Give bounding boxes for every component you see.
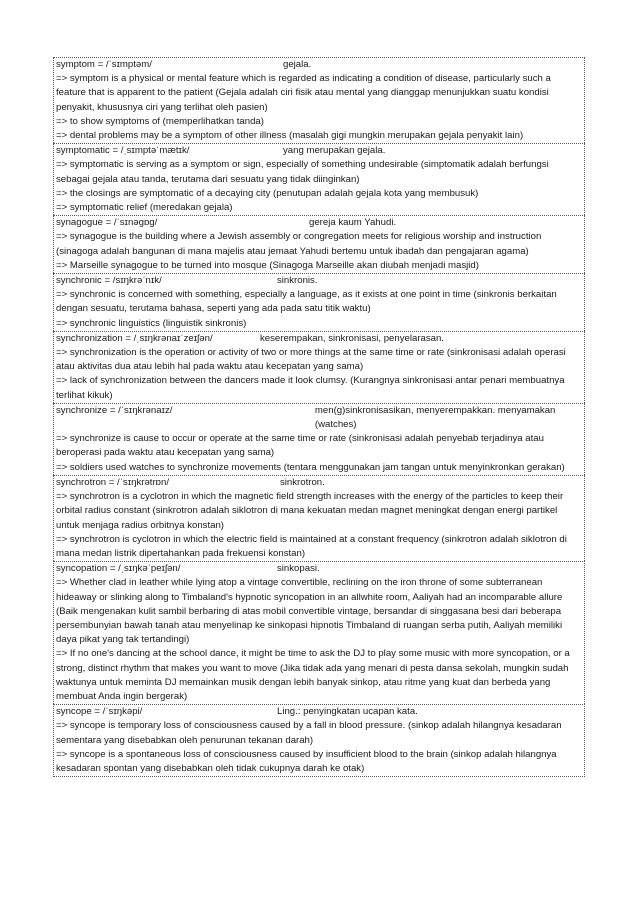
entry-translation: gejala. (283, 59, 312, 70)
entry-translation: keserempakan, sinkronisasi, penyelarasan. (260, 332, 444, 344)
entry-example-line: => symptomatic is serving as a symptom or sign, especially of something undesirable (simptomatik adalah berfungsi sebagai gejala atau tanda, terutama dari sesuatu yang tidak diinginkan) (56, 159, 549, 185)
entry-example-line: => synchronize is cause to occur or operate at the same time or rate (sinkronisasi adalah penyebab terjadinya atau beroperasi pada waktu atau kecepatan yang sama) (56, 433, 544, 459)
entry-example-line: => syncope is a spontaneous loss of consciousness caused by insufficient blood to the brain (sinkop adalah hilangnya kesadaran spontan yang disebabkan oleh tidak cukupnya darah ke otak) (56, 748, 557, 774)
entry-term: syncopation = /ˌsɪŋkəˈpeɪʃən/ (56, 563, 181, 575)
entry-heading (56, 404, 582, 432)
entry-heading (56, 476, 582, 490)
entry-example-line: => If no one's dancing at the school dance, it might be time to ask the DJ to play some music with more syncopation, or a strong, distinct rhythm that makes you want to move (Jika tidak ada yang menari di pesta dansa sekolah, mungkin sudah waktunya untuk meminta DJ memainkan musik dengan lebih banyak sinkop, atau ritme yang kuat dan berbeda yang membuat Anda ingin bergerak) (56, 648, 570, 702)
entry-heading (56, 58, 582, 72)
entry-example-line: => Marseille synagogue to be turned into mosque (Sinagoga Marseille akan diubah menjadi masjid) (56, 259, 479, 271)
entry-heading (56, 274, 582, 288)
entry-translation: men(g)sinkronisasikan, menyerempakkan. menyamakan (watches) (314, 404, 556, 431)
entry-translation: gereja kaum Yahudi. (309, 217, 397, 229)
entry-translation: Ling.: penyingkatan ucapan kata. (277, 706, 418, 718)
entry-term: symptomatic = /ˌsɪmptəˈmætɪk/ (56, 145, 190, 157)
entry-term: syncope = /ˈsɪŋkəpi/ (56, 706, 143, 718)
entry-example-line: => synagogue is the building where a Jewish assembly or congregation meets for religious worship and instruction (sinagoga adalah bangunan di mana majelis atau jemaat Yahudi bertemu untuk ibadah dan pengajaran agama) (56, 231, 542, 257)
glossary-entry (53, 704, 585, 777)
entry-translation: sinkronis. (277, 275, 318, 287)
glossary-entry (53, 143, 585, 215)
entry-term: symptom = /ˈsɪmptəm/ (56, 59, 152, 70)
glossary-entry (53, 561, 585, 704)
entry-example-line: => the closings are symptomatic of a decaying city (penutupan adalah gejala kota yang membusuk) (56, 187, 479, 199)
glossary-entry (53, 273, 585, 331)
entry-heading (56, 705, 582, 719)
entry-heading (56, 216, 582, 230)
glossary-entry (53, 57, 585, 143)
entry-term: synchronize = /ˈsɪŋkrənaɪz/ (56, 404, 173, 416)
entry-translation: yang merupakan gejala. (283, 145, 386, 157)
entry-example-line: => Whether clad in leather while lying atop a vintage convertible, reclining on the iron throne of some subterranean hideaway or slinking along to Timbaland's hypnotic syncopation in an allwhite room, Aaliyah had an incomparable allure (Baik mengenakan kulit sambil berbaring di atas mobil convertible vintage, bersandar di singgasana besi dari beberapa persembunyian bawah tanah atau menyelinap ke sinkopasi hipnotis Timbaland di ruangan serba putih, Aaliyah memiliki daya pikat yang tak tertandingi) (56, 577, 563, 646)
entry-example-line: => synchronic linguistics (linguistik sinkronis) (56, 317, 247, 329)
glossary-entry (53, 331, 585, 403)
entry-term: synagogue = /ˈsɪnəɡɒɡ/ (56, 217, 158, 229)
entry-heading (56, 332, 582, 346)
entry-example-line: => syncope is temporary loss of consciousness caused by a fall in blood pressure. (sinkop adalah hilangnya kesadaran sementara yang disebabkan oleh penurunan tekanan darah) (56, 720, 562, 746)
entry-heading (56, 144, 582, 158)
entry-example-line: => lack of synchronization between the dancers made it look clumsy. (Kurangnya sinkronisasi antar penari membuatnya terlihat kikuk) (56, 375, 565, 401)
entry-example-line: => synchronic is concerned with something, especially a language, as it exists at one point in time (sinkronis berkaitan dengan sesuatu, terutama bahasa, seperti yang ada pada satu titik waktu) (56, 289, 557, 315)
entry-translation: sinkrotron. (280, 476, 325, 488)
entry-example-line: => to show symptoms of (memperlihatkan tanda) (56, 115, 264, 127)
entry-example-line: => soldiers used watches to synchronize movements (tentara menggunakan jam tangan untuk menyinkronkan gerakan) (56, 461, 565, 473)
entry-example-line: => synchrotron is cyclotron in which the electric field is maintained at a constant frequency (sinkrotron adalah siklotron di mana medan listrik dipertahankan pada frekuensi konstan) (56, 533, 567, 559)
entry-translation: sinkopasi. (277, 563, 320, 575)
entry-example-line: => synchrotron is a cyclotron in which the magnetic field strength increases with the energy of the particles to keep their orbital radius constant (sinkrotron adalah siklotron di mana kekuatan medan magnet meningkat dengan energi partikel untuk menjaga radius orbitnya konstan) (56, 491, 564, 531)
glossary-entry (53, 475, 585, 561)
entry-example-line: => symptomatic relief (meredakan gejala) (56, 202, 233, 214)
entry-example-line: => symptom is a physical or mental feature which is regarded as indicating a condition of disease, particularly such a feature that is apparent to the patient (Gejala adalah ciri fisik atau mental yang dianggap menunjukkan suatu kondisi penyakit, khususnya ciri yang terlihat oleh pasien) (56, 73, 551, 113)
entry-heading (56, 562, 582, 576)
entry-example-line: => synchronization is the operation or activity of two or more things at the same time or rate (sinkronisasi adalah operasi atau aktivitas dua atau lebih hal pada waktu atau kecepatan yang sama) (56, 347, 566, 373)
entry-term: synchronization = /ˌsɪŋkrənaɪˈzeɪʃən/ (56, 332, 213, 344)
entry-term: synchronic = /sɪŋkrəˈnɪk/ (56, 275, 162, 287)
entry-example-line: => dental problems may be a symptom of other illness (masalah gigi mungkin merupakan gejala penyakit lain) (56, 130, 524, 142)
glossary-entry (53, 403, 585, 475)
glossary-document (53, 57, 585, 777)
entry-term: synchrotron = /ˈsɪŋkrətrɒn/ (56, 476, 169, 488)
glossary-entry (53, 215, 585, 273)
